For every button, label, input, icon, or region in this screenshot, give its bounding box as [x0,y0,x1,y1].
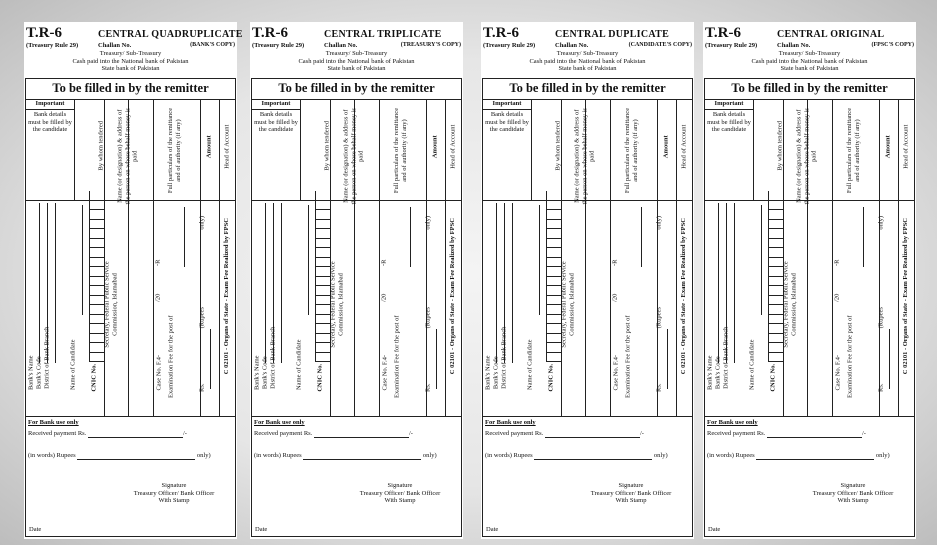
treasury-rule: (Treasury Rule 29) [252,42,305,49]
bank-use-title: For Bank use only [485,419,536,426]
in-words-label: (in words) Rupees [485,452,533,459]
by-whom-tendered-header: By whom tendered [554,121,562,171]
copy-tag: (CANDIDATE'S COPY) [628,42,692,48]
signature-text: Signature [618,482,644,489]
case-no-text: Case No. F.4- [381,354,389,391]
treasury-lines [481,50,694,73]
stamp-text: With Stamp [615,497,647,504]
bank-use-divider [705,416,914,417]
challan-number-label: Challan No. [98,42,132,49]
signature-block [340,482,460,505]
candidate-name-label: Name of Candidate [69,339,77,391]
treasury-line: Treasury/ Sub-Treasury [325,50,388,57]
bank-code-label: Bank's Code [492,356,500,390]
name-address-header: Name (or designation) & address of the person on whose behalf money is paid [116,108,139,205]
amount-line [210,329,211,389]
officer-text: Treasury Officer/ Bank Officer [133,489,215,497]
date-label: Date [29,526,42,533]
treasury-line: Treasury/ Sub-Treasury [556,50,619,57]
cash-line: Cash paid into the National bank of Pakistan [72,57,189,65]
bank-code-label: Bank's Code [261,356,269,390]
only-text: only) [655,215,663,230]
candidate-name-line [308,205,309,315]
case-year-text: /20 [154,293,162,302]
post-line [410,207,411,267]
amount-header: Amount [431,135,439,159]
bank-name-label: Bank's Name [484,355,492,391]
stamp-text: With Stamp [384,497,416,504]
stamp-text: With Stamp [158,497,190,504]
cnic-boxes[interactable] [768,191,783,371]
bank-use-title: For Bank use only [707,419,758,426]
case-r-text: -R [611,259,619,266]
copy-tag: (TREASURY'S COPY) [400,42,461,48]
received-label: Received payment Rs. [485,430,544,437]
signature-text: Signature [161,482,187,489]
exam-fee-text: Examination Fee for the post of [393,315,401,398]
by-whom-tendered-header: By whom tendered [776,121,784,171]
exam-fee-text: Examination Fee for the post of [167,315,175,398]
column-line [879,99,880,416]
remitter-table [25,78,236,537]
received-suffix: /- [861,430,866,437]
treasury-lines [24,50,237,73]
bank-name-line [265,203,266,363]
cash-line: Cash paid into the National bank of Pakistan [751,57,868,65]
secretary-text: Secretary, Federal Public Service Commission, Islamabad [782,261,797,348]
cnic-boxes[interactable] [546,191,561,371]
remitter-header: To be filled in by the remitter [26,79,235,100]
post-line [863,207,864,267]
treasury-rule: (Treasury Rule 29) [483,42,536,49]
amount-line [667,329,668,389]
received-suffix: /- [182,430,187,437]
date-label: Date [708,526,721,533]
remitter-header: To be filled in by the remitter [483,79,692,100]
state-bank-line: State bank of Pakistan [101,65,160,72]
challan-copy-candidate [481,22,694,539]
date-label: Date [255,526,268,533]
case-year-text: /20 [380,293,388,302]
important-box [483,99,532,200]
remitter-header: To be filled in by the remitter [252,79,461,100]
column-line [657,99,658,416]
bank-name-label: Bank's Name [706,355,714,391]
case-year-text: /20 [611,293,619,302]
case-no-text: Case No. F.4- [834,354,842,391]
in-words-label: (in words) Rupees [28,452,76,459]
important-title: Important [705,99,753,110]
challan-number-label: Challan No. [324,42,358,49]
head-of-account-header: Head of Account [449,124,457,169]
district-label: District of Bank Branch [722,326,730,389]
form-number: T.R-6 [483,25,519,41]
bank-use-title: For Bank use only [28,419,79,426]
signature-block [793,482,913,505]
only-text: only) [877,215,885,230]
challan-number-label: Challan No. [555,42,589,49]
state-bank-line: State bank of Pakistan [327,65,386,72]
amount-header: Amount [884,135,892,159]
case-no-text: Case No. F.4- [612,354,620,391]
received-amount-field[interactable] [314,437,409,438]
signature-block [114,482,234,505]
amount-header: Amount [205,135,213,159]
form-number: T.R-6 [252,25,288,41]
in-words-suffix: only) [875,452,890,459]
important-text: Bank details must be filled by the candidate [707,111,751,133]
state-bank-line: State bank of Pakistan [558,65,617,72]
copy-type: CENTRAL ORIGINAL [777,29,885,40]
in-words-label: (in words) Rupees [707,452,755,459]
rupees-text: (Rupees [655,307,663,329]
officer-text: Treasury Officer/ Bank Officer [590,489,672,497]
candidate-name-label: Name of Candidate [295,339,303,391]
remitter-table [482,78,693,537]
copy-type: CENTRAL DUPLICATE [555,29,670,40]
column-line [200,99,201,416]
received-amount-field[interactable] [88,437,183,438]
bank-use-divider [26,416,235,417]
candidate-name-line [82,205,83,315]
copy-type: CENTRAL TRIPLICATE [324,29,442,40]
copy-tag: (FPSC'S COPY) [871,42,914,48]
name-address-header: Name (or designation) & address of the person on whose behalf money is paid [573,108,596,205]
cnic-boxes[interactable] [315,191,330,371]
only-text: only) [424,215,432,230]
bank-code-label: Bank's Code [35,356,43,390]
name-address-header: Name (or designation) & address of the person on whose behalf money is paid [342,108,365,205]
received-amount-field[interactable] [545,437,640,438]
received-amount-field[interactable] [767,437,862,438]
column-line [898,99,899,416]
amount-header: Amount [662,135,670,159]
district-line [734,203,735,363]
rs-text: Rs. [877,383,885,392]
head-of-account-text: C 02101 - Organs of State - Exam Fee Realized by FPSC [901,218,909,375]
candidate-name-line [539,205,540,315]
cash-line: Cash paid into the National bank of Pakistan [529,57,646,65]
bank-use-section [28,419,233,460]
district-line [281,203,282,363]
in-words-field[interactable] [756,459,874,460]
bank-use-title: For Bank use only [254,419,305,426]
head-of-account-header: Head of Account [223,124,231,169]
copy-type: CENTRAL QUADRUPLICATE [98,29,243,40]
name-address-header: Name (or designation) & address of the person on whose behalf money is paid [795,108,818,205]
by-whom-tendered-header: By whom tendered [97,121,105,171]
bank-name-label: Bank's Name [253,355,261,391]
cnic-label: CNIC No. [547,363,555,392]
important-text: Bank details must be filled by the candidate [254,111,298,133]
case-year-text: /20 [833,293,841,302]
district-label: District of Bank Branch [500,326,508,389]
post-line [184,207,185,267]
candidate-name-line [761,205,762,315]
in-words-suffix: only) [653,452,668,459]
secretary-text: Secretary, Federal Public Service Commission, Islamabad [329,261,344,348]
by-whom-tendered-header: By whom tendered [323,121,331,171]
received-suffix: /- [639,430,644,437]
in-words-label: (in words) Rupees [254,452,302,459]
copy-tag: (BANK'S COPY) [190,42,235,48]
rupees-text: (Rupees [424,307,432,329]
form-number: T.R-6 [26,25,62,41]
in-words-field[interactable] [77,459,195,460]
bank-use-divider [483,416,692,417]
column-line [426,99,427,416]
signature-text: Signature [840,482,866,489]
received-label: Received payment Rs. [707,430,766,437]
rs-text: Rs. [198,383,206,392]
officer-text: Treasury Officer/ Bank Officer [359,489,441,497]
cnic-label: CNIC No. [769,363,777,392]
case-r-text: -R [380,259,388,266]
rupees-text: (Rupees [198,307,206,329]
secretary-text: Secretary, Federal Public Service Commission, Islamabad [103,261,118,348]
received-suffix: /- [408,430,413,437]
challan-copy-bank [24,22,243,539]
signature-block [571,482,691,505]
important-title: Important [26,99,74,110]
rs-text: Rs. [424,383,432,392]
treasury-rule: (Treasury Rule 29) [26,42,79,49]
challan-copy-fpsc [703,22,916,539]
in-words-field[interactable] [534,459,652,460]
important-text: Bank details must be filled by the candidate [28,111,72,133]
state-bank-line: State bank of Pakistan [780,65,839,72]
rs-text: Rs. [655,383,663,392]
bank-name-line [718,203,719,363]
date-label: Date [486,526,499,533]
important-box [26,99,75,200]
candidate-name-label: Name of Candidate [748,339,756,391]
bank-name-line [496,203,497,363]
treasury-rule: (Treasury Rule 29) [705,42,758,49]
cnic-boxes[interactable] [89,191,104,371]
important-title: Important [252,99,300,110]
treasury-lines [703,50,916,73]
bank-name-label: Bank's Name [27,355,35,391]
cnic-label: CNIC No. [316,363,324,392]
exam-fee-text: Examination Fee for the post of [624,315,632,398]
received-label: Received payment Rs. [28,430,87,437]
column-line [219,99,220,416]
important-text: Bank details must be filled by the candidate [485,111,529,133]
case-no-text: Case No. F.4- [155,354,163,391]
full-particulars-header: Full particulars of the remittance and of authority (if any) [624,107,639,194]
important-box [252,99,301,200]
bank-code-label: Bank's Code [714,356,722,390]
district-label: District of Bank Branch [269,326,277,389]
officer-text: Treasury Officer/ Bank Officer [812,489,894,497]
in-words-suffix: only) [422,452,437,459]
head-of-account-header: Head of Account [680,124,688,169]
head-of-account-text: C 02101 - Organs of State - Exam Fee Realized by FPSC [448,218,456,375]
treasury-line: Treasury/ Sub-Treasury [778,50,841,57]
full-particulars-header: Full particulars of the remittance and of authority (if any) [393,107,408,194]
in-words-field[interactable] [303,459,421,460]
head-of-account-header: Head of Account [902,124,910,169]
bank-use-divider [252,416,461,417]
in-words-suffix: only) [196,452,211,459]
head-of-account-text: C 02101 - Organs of State - Exam Fee Realized by FPSC [222,218,230,375]
column-line [445,99,446,416]
stamp-text: With Stamp [837,497,869,504]
case-r-text: -R [833,259,841,266]
bank-name-line [39,203,40,363]
bank-use-section [707,419,912,460]
form-number: T.R-6 [705,25,741,41]
remitter-table [704,78,915,537]
important-title: Important [483,99,531,110]
column-line [676,99,677,416]
challan-number-label: Challan No. [777,42,811,49]
post-line [641,207,642,267]
bank-use-section [254,419,459,460]
amount-line [889,329,890,389]
remitter-header: To be filled in by the remitter [705,79,914,100]
case-r-text: -R [154,259,162,266]
secretary-text: Secretary, Federal Public Service Commission, Islamabad [560,261,575,348]
important-box [705,99,754,200]
exam-fee-text: Examination Fee for the post of [846,315,854,398]
rupees-text: (Rupees [877,307,885,329]
cnic-label: CNIC No. [90,363,98,392]
head-of-account-text: C 02101 - Organs of State - Exam Fee Realized by FPSC [679,218,687,375]
district-line [512,203,513,363]
district-line [55,203,56,363]
signature-text: Signature [387,482,413,489]
treasury-line: Treasury/ Sub-Treasury [99,50,162,57]
district-label: District of Bank Branch [43,326,51,389]
treasury-lines [250,50,463,73]
cash-line: Cash paid into the National bank of Pakistan [298,57,415,65]
candidate-name-label: Name of Candidate [526,339,534,391]
only-text: only) [198,215,206,230]
full-particulars-header: Full particulars of the remittance and of authority (if any) [846,107,861,194]
amount-line [436,329,437,389]
remitter-table [251,78,462,537]
challan-copy-treasury [250,22,463,539]
received-label: Received payment Rs. [254,430,313,437]
bank-use-section [485,419,690,460]
full-particulars-header: Full particulars of the remittance and of authority (if any) [167,107,182,194]
